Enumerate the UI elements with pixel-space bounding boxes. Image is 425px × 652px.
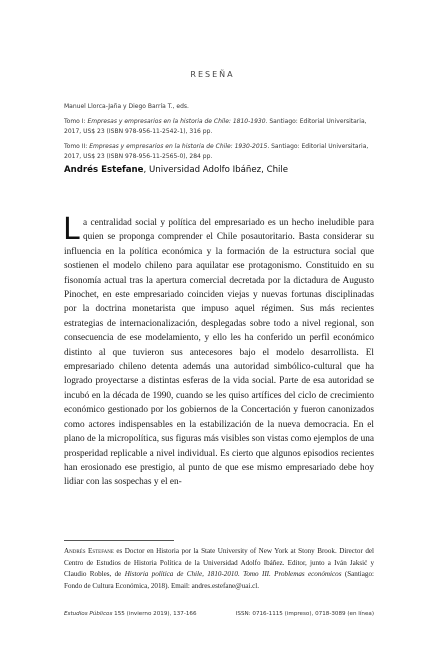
review-author [64, 165, 384, 175]
volume-2-title: Empresas y empresarios en la historia de Chile: 1930-2015 [89, 143, 268, 150]
footer-issue: 155 (invierno 2019), 137-166 [112, 611, 197, 617]
volume-2-prefix: Tomo II: [64, 143, 90, 150]
page-footer [64, 611, 374, 617]
footnote-author: Andrés Estefane [64, 547, 114, 555]
volume-1-title: Empresas y empresarios en la historia de Chile: 1810-1930 [87, 118, 266, 125]
footer-issn: ISSN: 0716-1115 (impreso), 0718-3089 (en línea) [235, 611, 374, 617]
bibliography-volume-2 [64, 142, 384, 162]
bibliography-editors: Manuel Llorca-Jaña y Diego Barría T., eds. [64, 103, 189, 110]
footnote-text-1: es Doctor en Historia por la State University of New York at Stony Brook. Director del Centro de Estudios de Historia Política de la Universidad Adolfo Ibáñez. Editor, junto a Iván Jaksić y Claudio Robles, de [64, 547, 374, 578]
footnote-book-title: Historia política de Chile, 1810-2010. Tomo III. Problemas económicos [124, 570, 342, 578]
volume-2-details: . Santiago: Editorial Universitaria, 2017, US$ 23 (ISBN 978-956-11-2565-0), 284 pp. [64, 143, 369, 160]
drop-cap: L [63, 212, 80, 247]
footnote-divider [64, 540, 174, 541]
body-paragraph: a centralidad social y política del empresariado es un hecho ineludible para quien se proponga comprender el Chile posautoritario. Basta considerar su influencia en la política económica y la formación de la estructura social que sostienen el modelo chileno para aquilatar ese protagonismo. Constituido en su fisonomía actual tras la apertura comercial decretada por la dictadura de Augusto Pinochet, en este empresariado coinciden viejas y nuevas fortunas disciplinadas por la doctrina monetarista que impuso aquel régimen. Sus más recientes estrategias de internacionalización, desplegadas sobre todo a nivel regional, son consecuencia de ese modelamiento, y ello les ha conferido un perfil económico distinto al que tuvieron sus antecesores bajo el modelo desarrollista. El empresariado chileno detenta además una autoridad simbólico-cultural que ha logrado proyectarse a distintas esferas de la vida social. Parte de esa autoridad se incubó en la década de 1990, cuando se les quiso artífices del ciclo de crecimiento económico gestionado por los gobiernos de la Concertación y fueron canonizados como actores indispensables en la estabilización de la nueva democracia. En el plano de la micropolítica, sus figuras más visibles son vistas como ejemplos de una prosperidad replicable a nivel individual. Es cierto que algunos episodios recientes han erosionado ese prestigio, al punto de que ese mismo empresariado debe hoy lidiar con las sospechas y el en- [64, 218, 374, 488]
author-footnote [64, 546, 374, 592]
footer-citation [64, 611, 197, 617]
review-author-affiliation: , Universidad Adolfo Ibáñez, Chile [143, 165, 289, 175]
section-label: RESEÑA [190, 70, 235, 79]
review-author-name: Andrés Estefane [64, 165, 144, 175]
footnote-text-2: (Santiago: Fondo de Cultura Económica, 2018). Email: andres.estefane@uai.cl. [64, 570, 374, 590]
bibliography-volume-1 [64, 117, 384, 137]
volume-1-details: . Santiago: Editorial Universitaria, 2017, US$ 23 (ISBN 978-956-11-2542-1), 316 pp. [64, 118, 367, 135]
footer-journal: Estudios Públicos [64, 611, 113, 617]
review-body [63, 212, 374, 490]
volume-1-prefix: Tomo I: [64, 118, 88, 125]
